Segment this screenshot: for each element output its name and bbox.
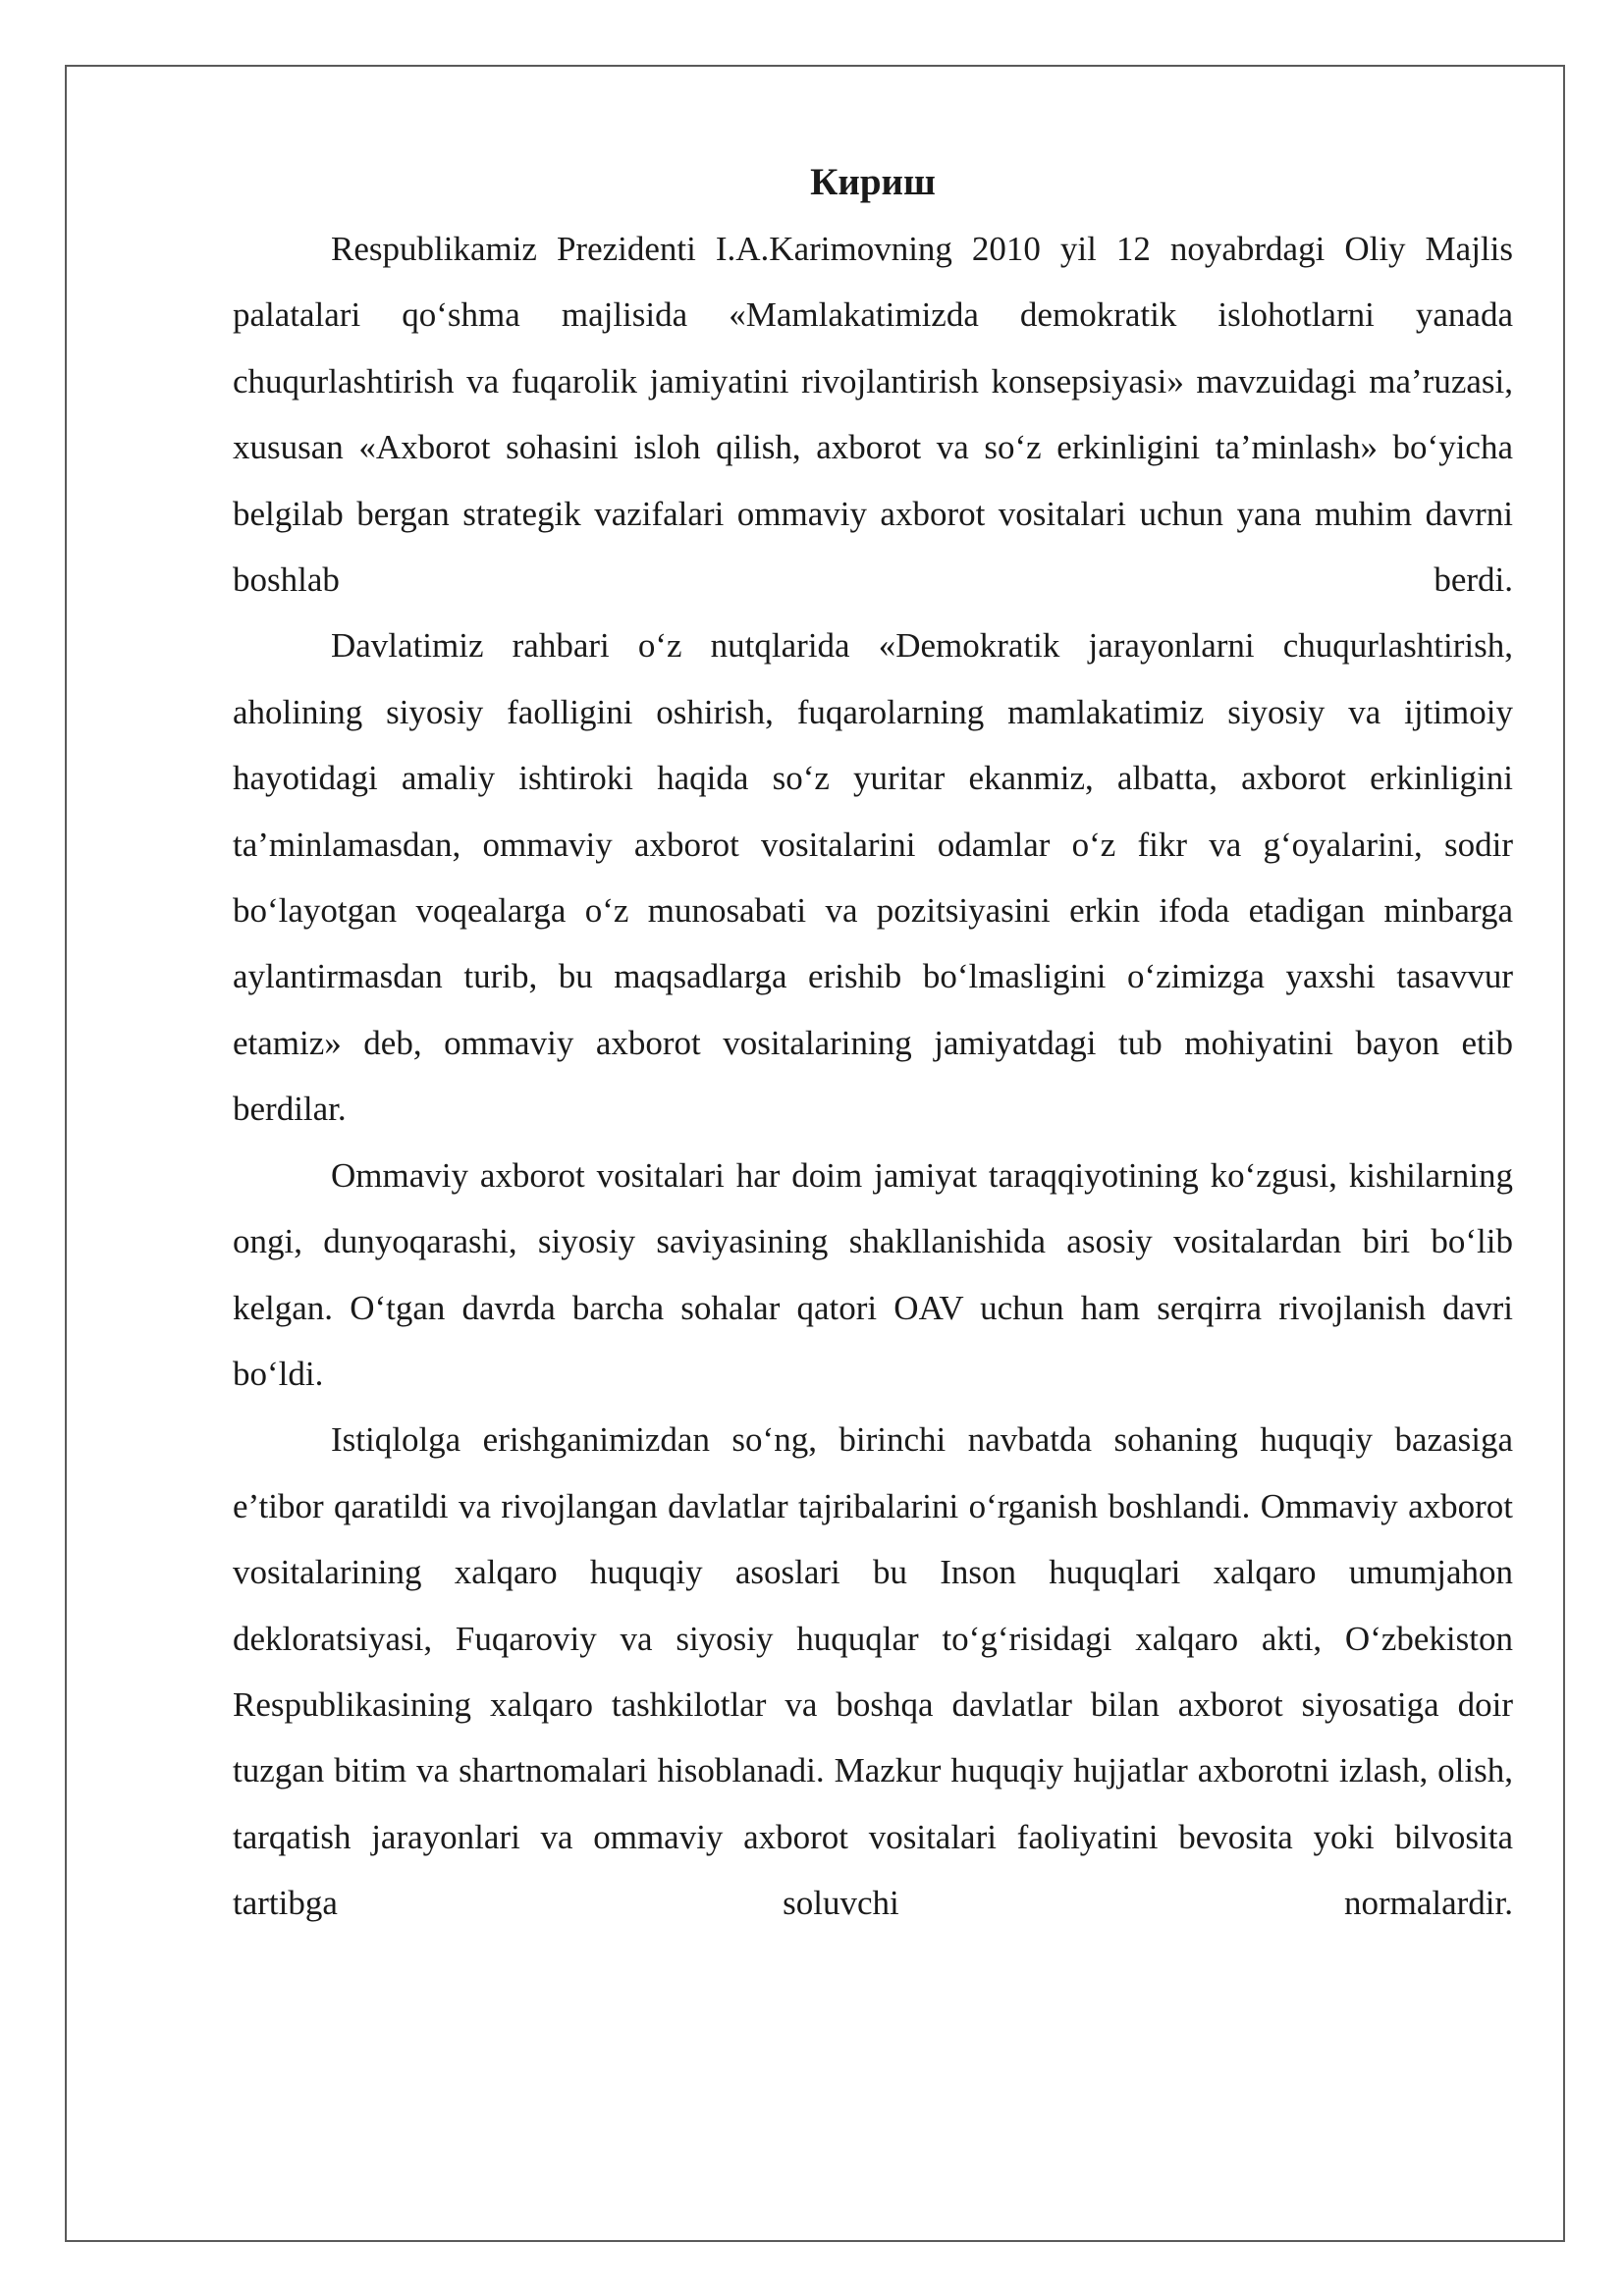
paragraph-3: Ommaviy axborot vositalari har doim jamiyat taraqqiyotining ko‘zgusi, kishilarning ongi, dunyoqarashi, siyosiy saviyasining shakllanishida asosiy vositalardan biri bo‘lib kelgan. O‘tgan davrda barcha sohalar qatori OAV uchun ham serqirra rivojlanish davri bo‘ldi. xyxy=(233,1155,1513,1393)
paragraph-1: Respublikamiz Prezidenti I.A.Karimovning 2010 yil 12 noyabrdagi Oliy Majlis palatalari qo‘shma majlisida «Mamlakatimizda demokratik islohotlarni yanada chuqurlashtirish va fuqarolik jamiyatini rivojlantirish konsepsiyasi» mavzuidagi ma’ruzasi, xususan «Axborot sohasini isloh qilish, axborot va so‘z erkinligini ta’minlash» bo‘yicha belgilab bergan strategik vazifalari ommaviy axborot vositalari uchun yana muhim davrni boshlab berdi. xyxy=(233,230,1513,600)
paragraph-4: Istiqlolga erishganimizdan so‘ng, birinchi navbatda sohaning huquqiy bazasiga e’tibor qaratildi va rivojlangan davlatlar tajribalarini o‘rganish boshlandi. Ommaviy axborot vositalarining xalqaro huquqiy asoslari bu Inson huquqlari xalqaro umumjahon dekloratsiyasi, Fuqaroviy va siyosiy huquqlar to‘g‘risidagi xalqaro akti, O‘zbekiston Respublikasining xalqaro tashkilotlar va boshqa davlatlar bilan axborot siyosatiga doir tuzgan bitim va shartnomalari hisoblanadi. Mazkur huquqiy hujjatlar axborotni izlash, olish, tarqatish jarayonlari va ommaviy axborot vositalari faoliyatini bevosita yoki bilvosita tartibga soluvchi normalardir. xyxy=(233,1420,1513,1923)
document-title: Кириш xyxy=(810,161,936,203)
document-body xyxy=(233,147,1513,1937)
paragraph-2: Davlatimiz rahbari o‘z nutqlarida «Demokratik jarayonlarni chuqurlashtirish, aholining siyosiy faolligini oshirish, fuqarolarning mamlakatimiz siyosiy va ijtimoiy hayotidagi amaliy ishtiroki haqida so‘z yuritar ekanmiz, albatta, axborot erkinligini ta’minlamasdan, ommaviy axborot vositalarini odamlar o‘z fikr va g‘oyalarini, sodir bo‘layotgan voqealarga o‘z munosabati va pozitsiyasini erkin ifoda etadigan minbarga aylantirmasdan turib, bu maqsadlarga erishib bo‘lmasligini o‘zimizga yaxshi tasavvur etamiz» deb, ommaviy axborot vositalarining jamiyatdagi tub mohiyatini bayon etib berdilar. xyxy=(233,626,1513,1129)
